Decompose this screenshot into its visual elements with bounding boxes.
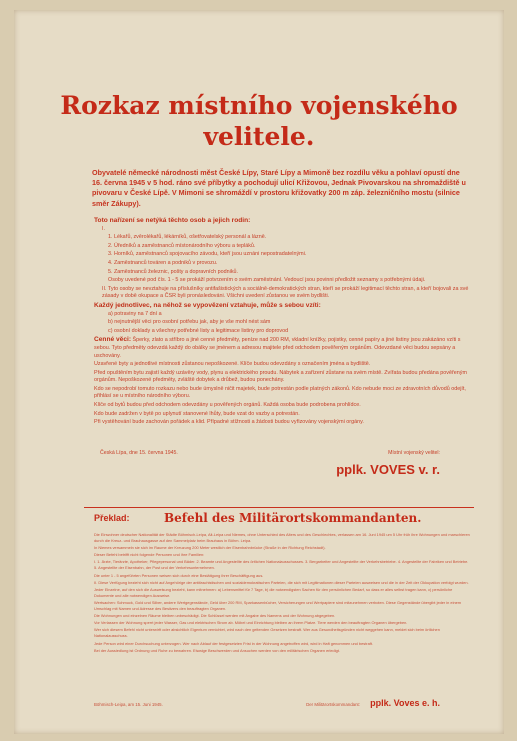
body-paragraph: Kdo se nepodrobí tomuto rozkazu nebo bude úmyslně ničit majetek, bude potrestán podle platných zákonů. Kdo nebude moci ze zdravotních důvodů odejít, přihlásí se u místního národního výboru. — [94, 385, 466, 400]
german-signature-name: pplk. Voves e. h. — [370, 698, 440, 708]
german-paragraph: In Niemes versammeln sie sich im Raume der Kreuzung 200 Meter westlich der Eisenbahnbrücke (Straße in der Richtung Reichstadt). — [94, 545, 326, 551]
exempt-item: Osoby uvedené pod čís. 1 - 5 se prokáží potvrzením o svém zaměstnání. Vedoucí jsou povinni předložit seznamy s potřebnými údaji. — [108, 277, 426, 284]
body-paragraph: Uzavřené byty a jednotlivé místnosti zůstanou nepoškozené. Klíče budou odevzdány s označením jména a bydliště. — [94, 361, 371, 368]
german-paragraph: Die Wohnungen und einzelnen Räume bleiben unbeschädigt. Die Schlüssel werden mit Angabe des Namens und der Wohnung abgegeben. — [94, 613, 336, 619]
german-paragraph: Wer sich diesem Befehl nicht unterwirft oder absichtlich Eigentum vernichtet, wird nach den geltenden Gesetzen bestraft. Wer aus Gesundheitsgründen nicht weggehen kann, meldet sich beim örtlichen Nationalausschuss. — [94, 627, 440, 639]
body-paragraph: Klíče od bytů budou před odchodem odevzdány u pověřených orgánů. Každá osoba bude podrobena prohlídce. — [94, 402, 361, 409]
carry-list — [94, 311, 470, 336]
issue-date: Česká Lípa, dne 15. června 1945. — [100, 450, 178, 456]
german-title: Befehl des Militärortskommandanten. — [164, 511, 422, 525]
german-paragraph: Wertsachen: Schmuck, Gold und Silber, andere Wertgegenstände, Geld über 200 RM, Sparkassenbücher, Versicherungen und Wertpapiere sind mitzunehmen verboten. Diese Gegenstände übergibt jeder in einem Umschlag mit Namen und Adresse des Besitzers den beauftragten Organen. — [94, 599, 462, 612]
german-paragraph: I. 1. Ärzte, Tierärzte, Apotheker, Pflegepersonal und Bäder. 2. Beamte und Angestellte des örtlichen Nationalausschusses. 3. Bergarbeiter und Angestellte der Verkehrsbetriebe. 4. Angestellte der Fabriken und Betriebe. 5. Angestellte der Eisenbahn, der Post und der Verkehrsunternehmen. — [94, 559, 469, 571]
valuables-header: Cenné věci: — [94, 336, 132, 344]
valuables-text: Šperky, zlato a stříbro a jiné cenné předměty, peníze nad 200 RM, vkladní knížky, pojistky, cenné papíry a jiné listiny jsou zakázáno vzíti s sebou. Tyto předměty odevzdá každý do obálky se jménem a adresou majitele před odchodem pověřeným orgánům. Odevzdané věci budou sepsány a uschovány. — [94, 337, 461, 359]
czech-signature-block — [94, 450, 470, 490]
exemptions-section — [94, 217, 470, 428]
exempt-roman-ii: II. Tyto osoby se nevztahuje na příslušníky antifašistických a sociálně-demokratických stran, kteří se prokáží legitimací těchto stran, a kteří bojovali za své zásady v době okupace a ČSR byli pronásledováni. Všichni uvedení zůstanou ve svém bydlišti. — [102, 285, 469, 300]
exempt-header: Toto nařízení se netýká těchto osob a jejich rodin: — [94, 217, 251, 224]
body-paragraph: Při vystěhování bude zachován pořádek a klid. Případné stížnosti a žádosti budou vyřizovány vojenskými orgány. — [94, 419, 364, 426]
carry-item: b) nejnutnější věci pro osobní potřebu jak, aby je vše mohl nést sám — [108, 319, 271, 326]
german-paragraph: Dieser Befehl betrifft nicht folgende Personen und ihre Familien: — [94, 552, 205, 558]
valuables-paragraph — [94, 336, 470, 360]
translation-label: Překlad: — [94, 513, 130, 523]
title-line-1: Rozkaz místního vojenského — [60, 91, 458, 120]
german-signature-block — [94, 698, 470, 716]
german-role: Der Militärortskommandant: — [306, 702, 360, 707]
body-paragraph: Kdo bude zadržen v bytě po uplynutí stanovené lhůty, bude vzat do vazby a potrestán. — [94, 410, 300, 417]
german-paragraph: II. Diese Verfügung bezieht sich nicht auf Angehörige der antifaschistischen und sozialdemokratischen Parteien, die sich mit Legitimationen dieser Parteien ausweisen und die in der Zeit der Okkupation verfolgt wurden. — [94, 579, 469, 585]
carry-item: c) osobní doklady a všechny potřebné listy a legitimace listiny pro doprovod — [108, 327, 289, 334]
german-paragraph: Die Einwohner deutscher Nationalität der Städte Böhmisch-Leipa, Alt-Leipa und Niemes, ohne Unterschied des Alters und des Geschlechtes, verlassen am 16. Juni 1945 um 5 Uhr früh ihre Wohnungen und marschieren durch die Kreuz- und Brauhausgasse auf den Sammelplatz beim Brauhaus in Böhm. Leipa. — [94, 532, 470, 544]
lead-paragraph: Obyvatelé německé národnosti měst České Lípy, Staré Lípy a Mimoně bez rozdílu věku a pohlaví opustí dne 16. června 1945 v 5 hod. ráno své příbytky a pochodují ulicí Křižovou, Jednak Pivovarskou na shromaždiště u pivovaru v České Lípě. V Mimoni se shromáždí v prostoru křižovatky 200 m záp. železničního mostu (silnice směr Zákupy). — [92, 168, 466, 208]
german-text — [94, 532, 470, 655]
german-date: Böhmisch-Leipa, am 15. Juni 1945. — [94, 702, 163, 707]
german-paragraph: Bei der Aussiedlung ist Ordnung und Ruhe zu bewahren. Etwaige Beschwerden und Ansuchen werden von den militärischen Organen erledigt. — [94, 647, 340, 653]
german-paragraph: Jede Person wird einer Durchsuchung unterzogen. Wer nach Ablauf der festgesetzten Frist in der Wohnung angetroffen wird, wird in Haft genommen und bestraft. — [94, 640, 373, 646]
exempt-item: 3. Horníků, zaměstnanců spojovacího závodu, kteří jsou uznáni nepostradatelnými. — [108, 251, 307, 258]
signature-role: Místní vojenský velitel: — [388, 450, 440, 456]
body-paragraph: Před opuštěním bytu zajistí každý uzávěry vody, plynu a elektrického proudu. Nábytek a zařízení zůstane na svém místě. Zvířata budou předána pověřeným orgánům. Nepoškozené předměty, zvláště dobytek a drůbež, budou ponechány. — [94, 369, 467, 384]
exempt-item: 1. Lékařů, zvěrolékařů, lékárníků, ošetřovatelský personál a lázně. — [108, 234, 267, 241]
poster — [14, 10, 504, 734]
exempt-item: 4. Zaměstnanců továren a podniků v provozu. — [108, 259, 218, 266]
german-paragraph: Vor Verlassen der Wohnung sperrt jeder Wasser, Gas und elektrischen Strom ab. Möbel und Einrichtung bleiben an ihrem Platze. Tiere werden den beauftragten Organen übergeben. — [94, 620, 408, 626]
exempt-item: 5. Zaměstnanců železnic, pošty a dopravních podniků. — [108, 268, 239, 275]
carry-item: a) potraviny na 7 dní a — [108, 310, 162, 317]
exempt-list — [94, 234, 470, 285]
exempt-roman-i: I. — [102, 225, 105, 232]
carry-header: Každý jednotlivec, na něhož se vypovězení vztahuje, může s sebou vzíti: — [94, 301, 321, 309]
section-divider — [84, 507, 474, 508]
title-line-2: velitele. — [203, 122, 315, 151]
signature-name: pplk. VOVES v. r. — [336, 462, 440, 477]
exempt-item: 2. Úředníků a zaměstnanců místonárodního výboru a tepláků. — [108, 242, 256, 249]
german-paragraph: Jeder Einzelne, auf den sich die Ausweisung bezieht, kann mitnehmen: a) Lebensmittel für 7 Tage, b) die notwendigsten Sachen für den persönlichen Bedarf, so dass er alles selbst tragen kann, c) persönliche Dokumente und alle notwendigen Ausweise. — [94, 586, 453, 598]
poster-title — [14, 90, 504, 152]
german-paragraph: Die unter 1 - 5 angeführten Personen weisen sich durch eine Bestätigung ihrer Beschäftigung aus. — [94, 572, 264, 578]
